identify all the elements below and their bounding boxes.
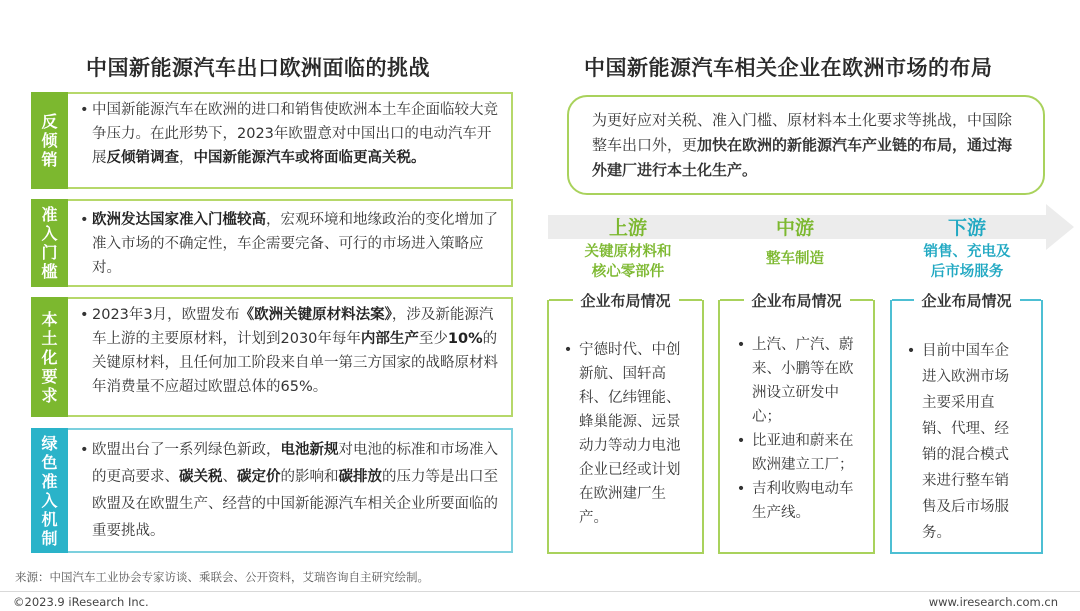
column-downstream: 企业布局情况 • 目前中国车企进入欧洲市场主要采用直销、代理、经销的混合模式来进行整车销售及后市场服务。 bbox=[890, 300, 1043, 554]
challenge-green-access bbox=[31, 428, 513, 553]
bold-text: 碳关税 bbox=[179, 469, 223, 485]
challenge-label: 反倾销 bbox=[31, 92, 68, 189]
intro-box bbox=[567, 95, 1045, 195]
bold-text: 中国新能源汽车或将面临更高关税。 bbox=[193, 150, 426, 166]
text-run: ，涉及新能源汽车上游的主要原材料，计划到2030年每年 bbox=[92, 307, 494, 347]
text-run: 至少 bbox=[418, 331, 448, 347]
bold-text: 加快在欧洲的新能源汽车产业链的布局，通过海外建厂进行本土化生产。 bbox=[592, 136, 1013, 179]
bold-text: 《欧洲关键原材料法案》 bbox=[239, 307, 392, 323]
challenge-entry-barrier bbox=[31, 199, 513, 287]
text-run: 2023年3月，欧盟发布 bbox=[92, 307, 240, 323]
column-header: 企业布局情况 bbox=[744, 290, 850, 311]
text-run: 的关键原材料，且任何加工阶段来自单一第三方国家的战略原材料年消费量不应超过欧盟总体的65%。 bbox=[92, 331, 498, 395]
footer-divider bbox=[0, 591, 1080, 592]
bold-text: 10% bbox=[447, 331, 483, 347]
right-title: 中国新能源汽车相关企业在欧洲市场的布局 bbox=[584, 56, 993, 80]
bold-text: 碳排放 bbox=[338, 469, 382, 485]
column-header: 企业布局情况 bbox=[914, 290, 1020, 311]
stage-downstream: 下游 销售、充电及 后市场服务 bbox=[923, 217, 1011, 280]
column-header: 企业布局情况 bbox=[573, 290, 679, 311]
footer-url: www.iresearch.com.cn bbox=[928, 595, 1058, 609]
text-run: 中国新能源汽车在欧洲的进口和销售使欧洲本土车企面临较大竞争压力。在此形势下，2023年欧盟意对中国出口的电动汽车开展 bbox=[92, 102, 498, 166]
bold-text: 反倾销调查 bbox=[106, 150, 179, 166]
bold-text: 欧洲发达国家准入门槛较高 bbox=[92, 212, 266, 228]
column-upstream: 企业布局情况 • 宁德时代、中创新航、国轩高科、亿纬锂能、蜂巢能源、远景动力等动力电池企业已经或计划在欧洲建厂生产。 bbox=[547, 300, 704, 554]
challenge-text: • 欧盟出台了一系列绿色新政，电池新规对电池的标准和市场准入的更高要求、碳关税、碳定价的影响和碳排放的压力等是出口至欧盟及在欧盟生产、经营的中国新能源汽车相关企业所要面临的重要挑战。 bbox=[68, 428, 513, 553]
text-run: 的影响和 bbox=[280, 469, 339, 485]
challenge-text: • 欧洲发达国家准入门槛较高，宏观环境和地缘政治的变化增加了准入市场的不确定性，车企需要完备、可行的市场进入策略应对。 bbox=[68, 199, 513, 287]
bold-text: 内部生产 bbox=[360, 331, 419, 347]
challenge-label: 绿色准入机制 bbox=[31, 428, 68, 553]
text-run: 欧盟出台了一系列绿色新政， bbox=[92, 442, 281, 458]
challenge-text: • 中国新能源汽车在欧洲的进口和销售使欧洲本土车企面临较大竞争压力。在此形势下，2023年欧盟意对中国出口的电动汽车开展反倾销调查，中国新能源汽车或将面临更高关税。 bbox=[68, 92, 513, 189]
stage-upstream: 上游 关键原材料和 核心零部件 bbox=[584, 217, 672, 280]
text-run: 、 bbox=[222, 469, 237, 485]
bold-text: 电池新规 bbox=[280, 442, 339, 458]
bold-text: 碳定价 bbox=[237, 469, 281, 485]
challenge-text: • 2023年3月，欧盟发布《欧洲关键原材料法案》，涉及新能源汽车上游的主要原材料，计划到2030年每年内部生产至少10%的关键原材料，且任何加工阶段来自单一第三方国家的战略原材料年消费量不应超过欧盟总体的65%。 bbox=[68, 297, 513, 417]
text-run: 为更好应对关税、准入门槛、原材料本土化要求等挑战，中国除整车出口外，更 bbox=[592, 111, 1013, 154]
text-run: 对电池的标准和市场准入的更高要求、 bbox=[92, 442, 498, 485]
challenge-localization bbox=[31, 297, 513, 417]
stage-midstream: 中游 整车制造 bbox=[766, 217, 824, 267]
text-run: 的压力等是出口至欧盟及在欧盟生产、经营的中国新能源汽车相关企业所要面临的重要挑战。 bbox=[92, 469, 498, 539]
challenge-label: 本土化要求 bbox=[31, 297, 68, 417]
column-midstream: 企业布局情况 • 上汽、广汽、蔚来、小鹏等在欧洲设立研发中心； • 比亚迪和蔚来在欧洲建立工厂； • 吉利收购电动车生产线。 bbox=[718, 300, 875, 554]
challenge-label: 准入门槛 bbox=[31, 199, 68, 287]
text-run: ，宏观环境和地缘政治的变化增加了准入市场的不确定性，车企需要完备、可行的市场进入策略应对。 bbox=[92, 212, 498, 276]
challenge-anti-dumping bbox=[31, 92, 513, 189]
source-note: 来源：中国汽车工业协会专家访谈、乘联会、公开资料，艾瑞咨询自主研究绘制。 bbox=[15, 570, 429, 584]
left-title: 中国新能源汽车出口欧洲面临的挑战 bbox=[86, 56, 430, 80]
footer-copyright: ©2023.9 iResearch Inc. bbox=[13, 595, 149, 609]
text-run: ， bbox=[179, 150, 194, 166]
